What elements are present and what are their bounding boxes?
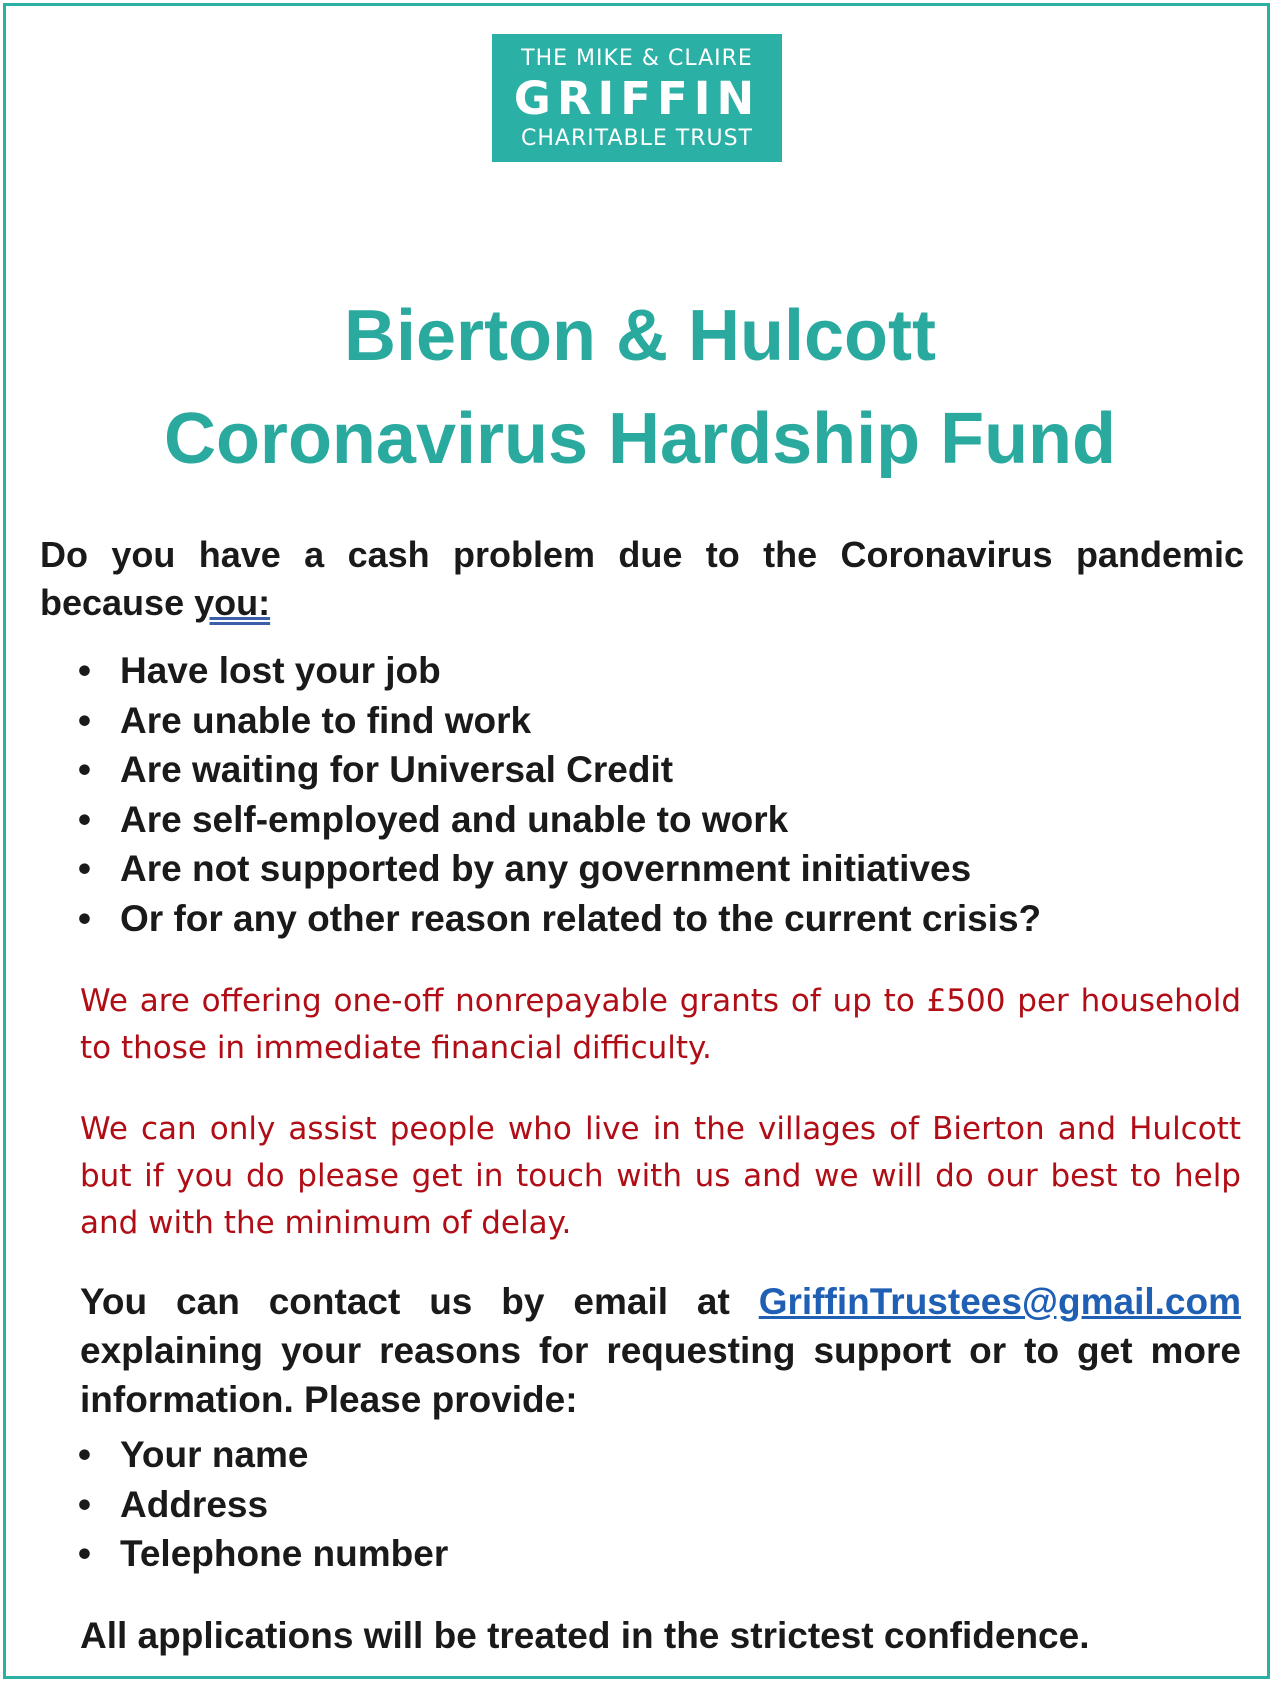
reason-label: Are unable to find work: [120, 699, 532, 741]
bullet-icon: •: [78, 848, 91, 889]
provide-list: [78, 1430, 448, 1579]
provide-label: Address: [120, 1483, 269, 1525]
question-main: Do you have a cash problem due to the Coronavirus pandemic because: [40, 534, 1244, 623]
reason-label: Are not supported by any government initiatives: [120, 848, 972, 889]
bullet-icon: •: [78, 699, 91, 741]
list-item: [78, 844, 1041, 894]
list-item: [78, 795, 1041, 845]
list-item: [78, 1430, 448, 1480]
contact-prefix: You can contact us by email at: [80, 1281, 759, 1322]
provide-label: Your name: [120, 1434, 309, 1475]
bullet-icon: •: [78, 1434, 91, 1475]
reasons-list: [78, 646, 1041, 943]
bullet-icon: •: [78, 1483, 91, 1525]
griffin-trust-logo: [492, 34, 782, 162]
list-item: [78, 745, 1041, 795]
list-item: [78, 646, 1041, 696]
reason-label: Or for any other reason related to the current crisis?: [120, 897, 1042, 939]
eligibility-text: We can only assist people who live in the villages of Bierton and Hulcott but if you do please get in touch with us and we will do our best to help and with the minimum of delay.: [80, 1111, 1241, 1241]
logo-line-1: THE MIKE & CLAIRE: [521, 46, 753, 71]
grant-offer-text: We are offering one-off nonrepayable grants of up to £500 per household to those in immediate financial difficulty.: [80, 983, 1241, 1066]
list-item: [78, 1529, 448, 1579]
list-item: [78, 894, 1041, 944]
question-text: [40, 531, 1244, 627]
bullet-icon: •: [78, 897, 91, 939]
contact-text: [80, 1277, 1241, 1424]
bullet-icon: •: [78, 749, 91, 790]
reason-label: Have lost your job: [120, 650, 441, 691]
provide-label: Telephone number: [120, 1533, 449, 1574]
bullet-icon: •: [78, 1533, 91, 1574]
logo-line-3: CHARITABLE TRUST: [521, 126, 753, 151]
reason-label: Are waiting for Universal Credit: [120, 749, 674, 790]
question-underlined: you:: [194, 582, 271, 623]
list-item: [78, 696, 1041, 746]
bullet-icon: •: [78, 798, 91, 840]
reason-label: Are self-employed and unable to work: [120, 798, 789, 840]
email-link[interactable]: GriffinTrustees@gmail.com: [758, 1281, 1241, 1322]
logo-line-2: GRIFFIN: [513, 72, 761, 125]
page-title-line-1: Bierton & Hulcott: [344, 296, 936, 376]
bullet-icon: •: [78, 650, 91, 691]
list-item: [78, 1480, 448, 1530]
contact-suffix: explaining your reasons for requesting support or to get more information. Please provide:: [80, 1330, 1241, 1420]
page-title-line-2: Coronavirus Hardship Fund: [163, 399, 1117, 479]
confidentiality-note: All applications will be treated in the strictest confidence.: [80, 1615, 1090, 1656]
